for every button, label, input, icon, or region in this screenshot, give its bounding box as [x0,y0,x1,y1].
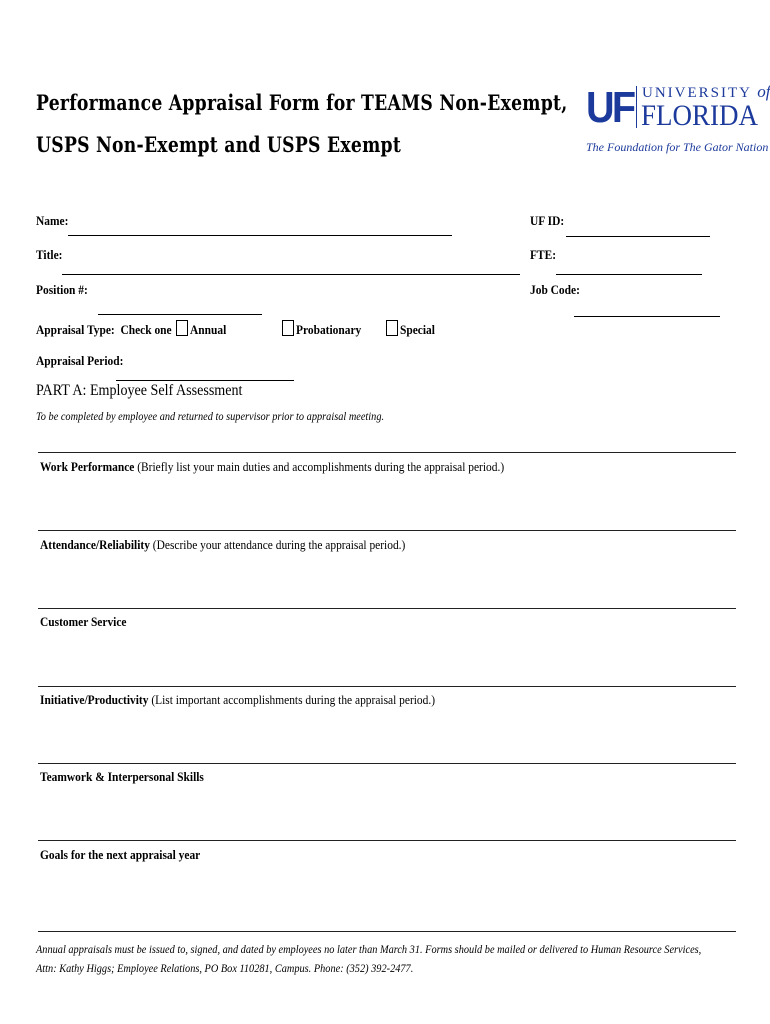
section-divider [38,452,736,453]
initiative-answer[interactable] [40,712,736,762]
customer-service-answer[interactable] [40,634,736,684]
section-divider [38,608,736,609]
ufid-field[interactable] [566,236,710,237]
uf-monogram: UF [586,83,634,132]
attendance-answer[interactable] [40,556,736,606]
position-label: Position #: [36,282,88,297]
probationary-checkbox[interactable] [282,320,294,336]
jobcode-label: Job Code: [530,282,580,297]
section-customer-service: Customer Service [40,614,127,629]
position-field[interactable] [98,314,262,315]
work-performance-answer[interactable] [40,478,736,528]
logo-university: UNIVERSITY of [642,82,770,101]
appraisal-period-field[interactable] [116,380,294,381]
fte-label: FTE: [530,247,557,262]
name-label: Name: [36,213,69,228]
logo-tagline: The Foundation for The Gator Nation [586,140,769,154]
ufid-label: UF ID: [530,213,565,228]
section-work-performance: Work Performance (Briefly list your main duties and accomplishments during the appraisal period.) [40,459,505,474]
footer-line1: Annual appraisals must be issued to, signed, and dated by employees no later than March 31. Forms should be mailed or delivered to Human Resource Services, [36,942,702,956]
title-field[interactable] [62,274,520,275]
probationary-label: Probationary [296,322,362,337]
jobcode-field[interactable] [574,316,720,317]
section-divider [38,931,736,932]
section-teamwork: Teamwork & Interpersonal Skills [40,769,204,784]
title-label: Title: [36,247,63,262]
form-title-line1: Performance Appraisal Form for TEAMS Non-Exempt, [36,90,568,115]
section-goals: Goals for the next appraisal year [40,847,201,862]
special-checkbox[interactable] [386,320,398,336]
annual-label: Annual [190,322,227,337]
part-a-instruction: To be completed by employee and returned to supervisor prior to appraisal meeting. [36,409,385,423]
appraisal-type-label: Appraisal Type: Check one [36,322,172,337]
section-divider [38,530,736,531]
name-field[interactable] [68,235,452,236]
logo-divider [636,86,637,128]
appraisal-period-label: Appraisal Period: [36,353,124,368]
part-a-heading: PART A: Employee Self Assessment [36,382,243,399]
annual-checkbox[interactable] [176,320,188,336]
teamwork-answer[interactable] [40,788,736,838]
section-divider [38,686,736,687]
fte-field[interactable] [556,274,702,275]
section-divider [38,763,736,764]
form-title-line2: USPS Non-Exempt and USPS Exempt [36,132,402,157]
section-divider [38,840,736,841]
section-initiative: Initiative/Productivity (List important accomplishments during the appraisal period.) [40,692,436,707]
goals-answer[interactable] [40,866,736,928]
section-attendance: Attendance/Reliability (Describe your attendance during the appraisal period.) [40,537,406,552]
uf-logo [586,82,770,154]
special-label: Special [400,322,435,337]
logo-florida: FLORIDA [641,99,759,132]
footer-line2: Attn: Kathy Higgs; Employee Relations, PO Box 110281, Campus. Phone: (352) 392-2477. [36,961,414,975]
